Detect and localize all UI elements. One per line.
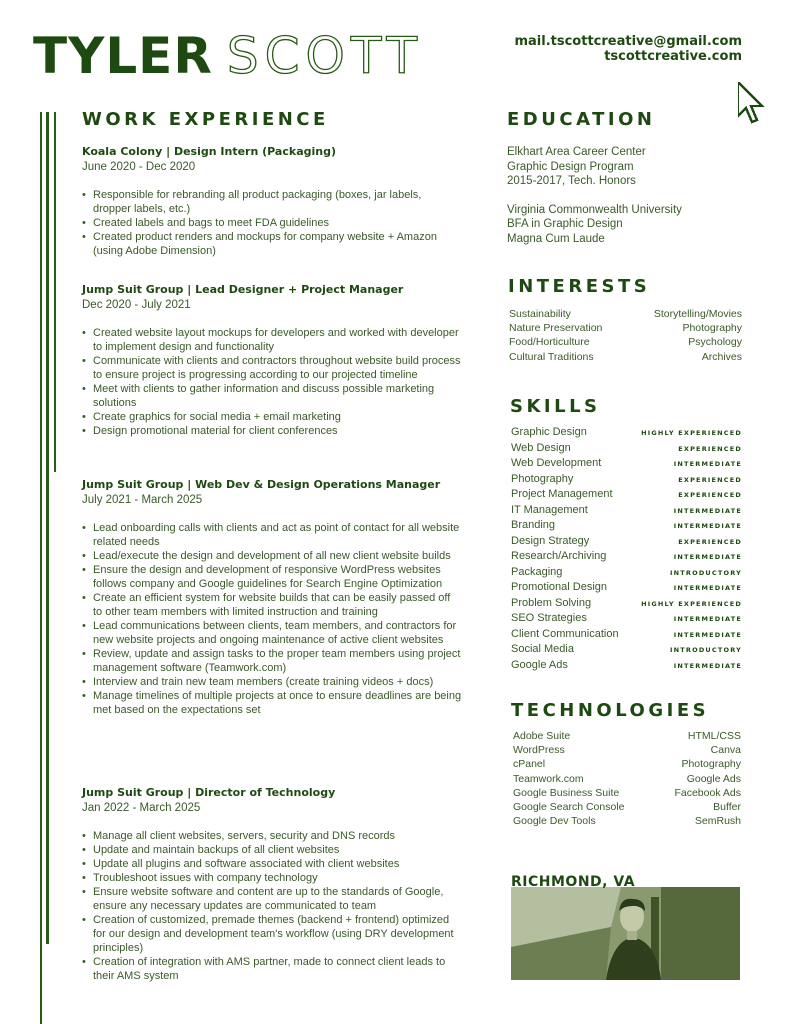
interest-left: Food/Horticulture (509, 336, 590, 349)
school-detail: Magna Cum Laude (507, 232, 605, 245)
technologies-heading: TECHNOLOGIES (511, 700, 710, 721)
skill-name: Promotional Design (511, 581, 607, 593)
vertical-rule-1 (40, 112, 42, 1024)
list-item: • Ensure the design and development of responsive WordPress websites follows company and Google guidelines for Search Engine Optimization (93, 563, 462, 591)
list-item: • Responsible for rebranding all product packaging (boxes, jar labels, dropper labels, etc.) (93, 188, 462, 216)
skill-row (511, 550, 742, 566)
job-4 (82, 786, 462, 983)
job-1 (82, 145, 462, 258)
skill-level: INTRODUCTORY (670, 568, 742, 577)
skill-row (511, 504, 742, 520)
interest-right: Photography (682, 322, 742, 335)
skill-level: HIGHLY EXPERIENCED (641, 429, 742, 437)
school-1 (507, 145, 747, 189)
list-item (513, 814, 741, 828)
interest-left: Nature Preservation (509, 322, 603, 335)
candidate-name (33, 28, 423, 84)
list-item: • Lead communications between clients, team members, and contractors for new website projects and ongoing maintenance of active client websites (93, 619, 462, 647)
skill-row (511, 473, 742, 489)
skill-level: INTERMEDIATE (673, 553, 742, 561)
list-item (513, 786, 741, 800)
list-item: • Create an efficient system for website builds that can be easily passed off to other team members with limited instruction and training (93, 591, 462, 619)
list-item: • Update and maintain backups of all client websites (93, 843, 462, 857)
list-item: • Lead/execute the design and development of all new client website builds (93, 549, 462, 563)
list-item: • Created product renders and mockups for company website + Amazon (using Adobe Dimension) (93, 230, 462, 258)
skill-level: HIGHLY EXPERIENCED (641, 599, 742, 608)
tech-left: Adobe Suite (513, 730, 571, 742)
tech-left: cPanel (513, 758, 546, 771)
skill-name: Client Communication (511, 627, 619, 640)
job-title: Jump Suit Group | Director of Technology (82, 786, 336, 799)
list-item: • Communicate with clients and contractors throughout website build process to ensure project is progressing according to our projected timeline (93, 354, 462, 382)
interest-right: Psychology (688, 336, 742, 349)
list-item (513, 772, 741, 786)
interests-heading: INTERESTS (508, 276, 651, 297)
job-dates: June 2020 - Dec 2020 (82, 161, 196, 173)
skill-level: INTRODUCTORY (670, 646, 742, 654)
last-name: SCOTT (226, 27, 424, 85)
interest-left: Sustainability (509, 308, 571, 320)
tech-right: Facebook Ads (674, 786, 741, 799)
list-item: • Design promotional material for client conferences (93, 424, 462, 438)
vertical-rule-2 (46, 112, 49, 944)
skill-name: Packaging (511, 565, 563, 578)
skill-row (511, 442, 742, 458)
list-item: • Troubleshoot issues with company technology (93, 871, 462, 885)
list-item (509, 335, 742, 349)
list-item: • Creation of customized, premade themes (backend + frontend) optimized for our design and development team's workflow (using DRY development principles) (93, 913, 462, 955)
tech-left: WordPress (513, 744, 565, 757)
skill-name: Project Management (511, 488, 613, 500)
contact-info (514, 34, 742, 64)
skill-row (511, 426, 742, 442)
pixel-arrow-cursor-icon (738, 82, 768, 130)
skill-level: INTERMEDIATE (673, 460, 742, 468)
interest-left: Cultural Traditions (509, 350, 594, 363)
school-2 (507, 203, 747, 247)
skill-level: INTERMEDIATE (673, 506, 742, 515)
list-item: • Ensure website software and content are up to the standards of Google, ensure any necessary updates are communicated to team (93, 885, 462, 913)
skill-name: Design Strategy (511, 534, 590, 547)
list-item: • Creation of integration with AMS partner, made to connect client leads to their AMS system (93, 955, 462, 983)
interests-list (509, 307, 742, 364)
skill-name: Research/Archiving (511, 550, 607, 562)
job-2 (82, 283, 462, 438)
skill-row (511, 581, 742, 597)
tech-left: Google Business Suite (513, 786, 620, 799)
vertical-rule-3 (54, 112, 56, 472)
list-item (513, 743, 741, 757)
interest-right: Storytelling/Movies (653, 308, 742, 320)
email-link[interactable]: mail.tscottcreative@gmail.com (514, 34, 742, 49)
skill-level: INTERMEDIATE (673, 630, 742, 639)
skill-row (511, 457, 742, 473)
job-title: Jump Suit Group | Lead Designer + Project Manager (82, 283, 404, 296)
skill-name: SEO Strategies (511, 612, 587, 624)
technologies-list (513, 729, 741, 828)
school-name: Virginia Commonwealth University (507, 203, 682, 216)
skills-list (511, 426, 742, 674)
skill-name: Web Design (511, 441, 571, 454)
skill-row (511, 519, 742, 535)
school-program: Graphic Design Program (507, 160, 634, 173)
job-title: Koala Colony | Design Intern (Packaging) (82, 145, 336, 158)
school-program: BFA in Graphic Design (507, 218, 623, 230)
tech-right: SemRush (694, 815, 741, 828)
list-item: • Manage timelines of multiple projects at once to ensure deadlines are being met based on the expectations set (93, 689, 462, 717)
list-item: • Manage all client websites, servers, security and DNS records (93, 829, 462, 843)
skill-name: Problem Solving (511, 596, 592, 609)
skill-level: EXPERIENCED (678, 537, 742, 546)
list-item: • Review, update and assign tasks to the proper team members using project management software (Teamwork.com) (93, 647, 462, 675)
list-item: • Created labels and bags to meet FDA guidelines (93, 216, 462, 230)
list-item: • Created website layout mockups for developers and worked with developer to implement design and functionality (93, 326, 462, 354)
job-dates: Dec 2020 - July 2021 (82, 299, 191, 311)
tech-left: Google Search Console (513, 801, 625, 814)
skill-name: IT Management (511, 503, 588, 516)
job-title: Jump Suit Group | Web Dev & Design Operations Manager (82, 478, 441, 491)
skill-row (511, 535, 742, 551)
list-item: • Meet with clients to gather information and discuss possible marketing solutions (93, 382, 462, 410)
location-label: RICHMOND, VA (511, 874, 636, 890)
skill-row (511, 566, 742, 582)
skill-level: EXPERIENCED (678, 475, 742, 484)
skill-level: EXPERIENCED (678, 491, 742, 499)
school-detail: 2015-2017, Tech. Honors (507, 175, 636, 187)
skill-level: INTERMEDIATE (673, 661, 742, 670)
tech-left: Google Dev Tools (513, 815, 596, 828)
job-3 (82, 478, 462, 717)
tech-right: Photography (681, 758, 741, 771)
tech-right: Google Ads (686, 772, 741, 785)
list-item (513, 757, 741, 771)
skill-name: Branding (511, 519, 556, 531)
skill-name: Graphic Design (511, 426, 587, 438)
skill-level: INTERMEDIATE (673, 615, 742, 623)
tech-left: Teamwork.com (513, 772, 584, 785)
skill-name: Photography (511, 472, 574, 485)
school-name: Elkhart Area Career Center (507, 146, 646, 158)
skill-row (511, 643, 742, 659)
tech-right: Buffer (713, 801, 741, 814)
skill-level: INTERMEDIATE (673, 522, 742, 530)
job-bullets (82, 521, 462, 717)
skill-name: Google Ads (511, 658, 568, 671)
education-heading: EDUCATION (507, 109, 656, 130)
job-dates: Jan 2022 - March 2025 (82, 802, 201, 814)
list-item (513, 800, 741, 814)
skill-name: Web Development (511, 457, 602, 469)
job-bullets (82, 829, 462, 983)
job-bullets (82, 188, 462, 258)
job-dates: July 2021 - March 2025 (82, 494, 203, 506)
job-bullets (82, 326, 462, 438)
list-item (509, 321, 742, 335)
first-name: TYLER (33, 27, 213, 85)
skill-level: INTERMEDIATE (673, 584, 742, 592)
skill-row (511, 612, 742, 628)
skill-row (511, 628, 742, 644)
list-item: • Interview and train new team members (create training videos + docs) (93, 675, 462, 689)
work-experience-heading: WORK EXPERIENCE (82, 109, 329, 130)
skill-row (511, 488, 742, 504)
skill-name: Social Media (511, 643, 574, 655)
portrait-photo (511, 887, 740, 980)
skill-row (511, 659, 742, 675)
tech-right: HTML/CSS (687, 730, 741, 742)
interest-right: Archives (701, 350, 742, 363)
list-item (509, 350, 742, 364)
skill-level: EXPERIENCED (678, 444, 742, 453)
list-item: • Update all plugins and software associated with client websites (93, 857, 462, 871)
skills-heading: SKILLS (510, 396, 601, 417)
list-item (509, 307, 742, 321)
list-item: • Create graphics for social media + email marketing (93, 410, 462, 424)
list-item (513, 729, 741, 743)
education-list (507, 145, 747, 246)
website-link[interactable]: tscottcreative.com (604, 49, 742, 64)
tech-right: Canva (710, 744, 741, 757)
skill-row (511, 597, 742, 613)
list-item: • Lead onboarding calls with clients and act as point of contact for all website related needs (93, 521, 462, 549)
